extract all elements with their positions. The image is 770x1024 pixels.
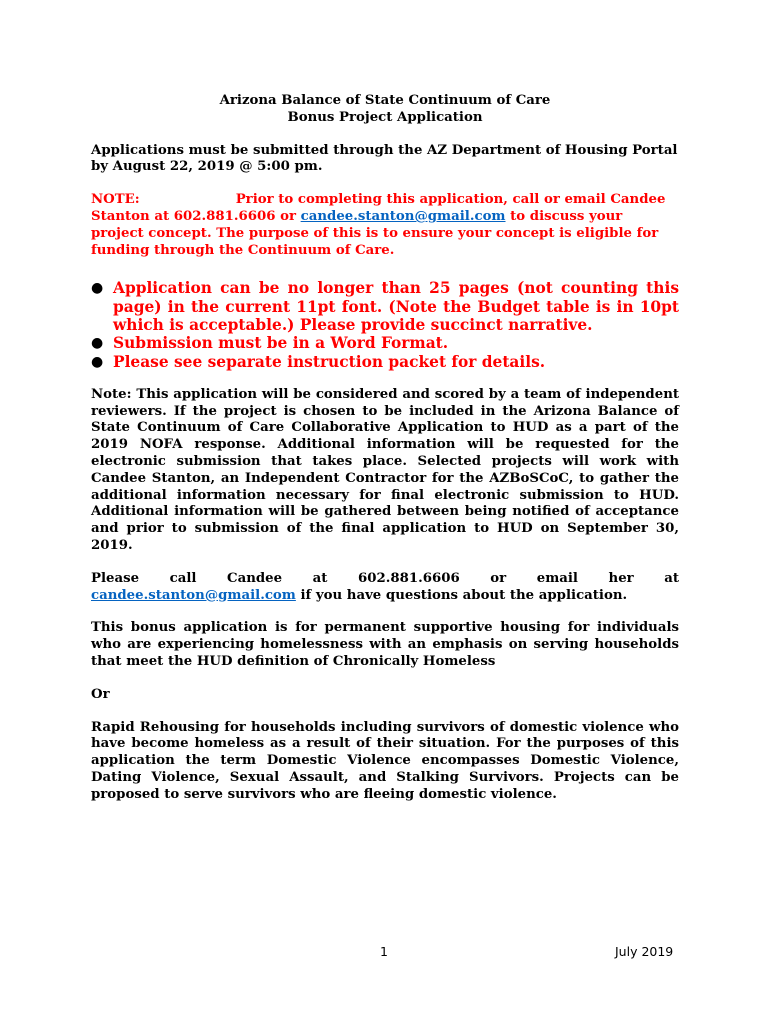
contact-line-1: Please call Candee at 602.881.6606 or email her at [91,570,679,586]
bullet-icon: ● [91,335,104,352]
contact-line-2 [91,588,679,605]
reviewer-note-paragraph: Note: This application will be considered and scored by a team of independent reviewers. If the project is chosen to be included in the Arizona Balance of State Continuum of Care Collaborative Application to HUD as a part of the 2019 NOFA response. Additional information will be requested for the electronic submission that takes place. Selected projects will work with Candee Stanton, an Independent Contractor for the AZBoSCoC, to gather the additional information necessary for final electronic submission to HUD. Additional information will be gathered between being notified of acceptance and prior to submission of the final application to HUD on September 30, 2019. [91,386,679,554]
note-email-link[interactable]: candee.stanton@gmail.com [300,208,506,224]
psh-paragraph: This bonus application is for permanent supportive housing for individuals who are experiencing homelessness with an emphasis on serving households that meet the HUD definition of Chronically Homeless [91,620,679,670]
contact-email-link[interactable]: candee.stanton@gmail.com [91,587,296,603]
note-box [91,192,679,259]
note-text-before: Prior to completing this application, call or email Candee Stanton at 602.881.6606 or [91,192,666,224]
or-separator: Or [91,686,110,702]
list-item: ● Please see separate instruction packet for details. [91,352,546,371]
footer-date: July 2019 [615,944,674,959]
rrh-paragraph: Rapid Rehousing for households including survivors of domestic violence who have become homeless as a result of their situation. For the purposes of this application the term Domestic Violence encompasses Domestic Violence, Dating Violence, Sexual Assault, and Stalking Survivors. Projects can be proposed to serve survivors who are fleeing domestic violence. [91,719,679,802]
requirements-list [91,279,679,370]
submission-deadline: Applications must be submitted through the AZ Department of Housing Portal by August 22, 2019 @ 5:00 pm. [91,142,678,175]
note-label: NOTE: [91,192,140,208]
document-title-line-1: Arizona Balance of State Continuum of Care [219,93,551,108]
page-number: 1 [380,944,388,959]
list-item: ● Application can be no longer than 25 pages (not counting this page) in the current 11pt font. (Note the Budget table is in 10pt which is acceptable.) Please provide succinct narrative. [91,279,679,334]
bullet-icon: ● [91,353,104,370]
document-body [91,93,679,804]
contact-after-text: if you have questions about the application. [295,587,628,603]
bullet-icon: ● [91,280,104,297]
note-text-after: to discuss your project concept. The purpose of this is to ensure your concept is eligible for funding through the Continuum of Care. [91,208,659,258]
list-item: ● Submission must be in a Word Format. [91,334,449,353]
document-title-line-2: Bonus Project Application [287,109,483,125]
